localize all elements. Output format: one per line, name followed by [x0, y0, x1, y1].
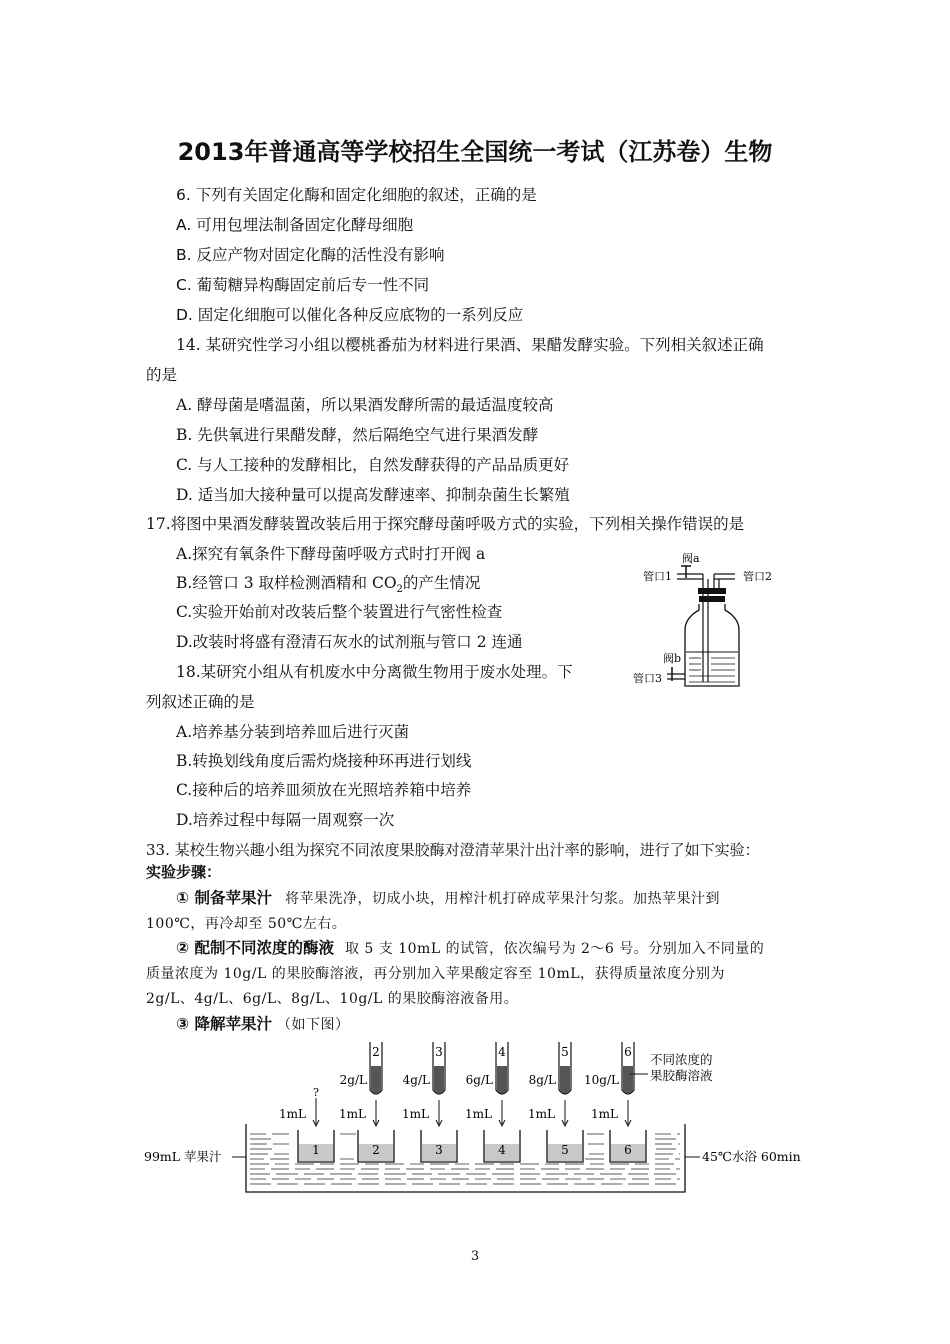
q17-option-c: C.实验开始前对改装后整个装置进行气密性检查 [176, 603, 503, 621]
tube-number: 5 [561, 1045, 569, 1059]
tube-number: 4 [498, 1045, 506, 1059]
volume-label: 1mL [339, 1107, 366, 1121]
q6-option-a: A. 可用包埋法制备固定化酵母细胞 [176, 216, 414, 234]
q18-option-a: A.培养基分装到培养皿后进行灭菌 [176, 723, 410, 741]
beaker-number: 1 [312, 1143, 320, 1157]
step2-title: ② 配制不同浓度的酶液 [176, 939, 335, 957]
q6-stem: 6. 下列有关固定化酶和固定化细胞的叙述，正确的是 [176, 186, 537, 204]
volume-label: 1mL [402, 1107, 429, 1121]
volume-label: 1mL [279, 1107, 306, 1121]
q18-stem: 18.某研究小组从有机废水中分离微生物用于废水处理。下 [176, 663, 573, 681]
fermentation-apparatus-figure [625, 548, 825, 696]
q33-step1 [176, 887, 720, 910]
q18-stem-cont: 列叙述正确的是 [146, 693, 255, 711]
tube-number: 2 [372, 1045, 380, 1059]
valve-b-label: 阀b [663, 652, 682, 665]
volume-label: 1mL [591, 1107, 618, 1121]
beaker-1 [279, 1098, 334, 1162]
test-tube-6 [584, 1042, 634, 1094]
step3-title: ③ 降解苹果汁 [176, 1015, 273, 1033]
tube-concentration: 8g/L [528, 1073, 556, 1087]
q14-option-d: D. 适当加大接种量可以提高发酵速率、抑制杂菌生长繁殖 [176, 486, 570, 504]
step2-text-cont2: 2g/L、4g/L、6g/L、8g/L、10g/L 的果胶酶溶液备用。 [146, 991, 519, 1007]
step2-text: 取 5 支 10mL 的试管，依次编号为 2～6 号。分别加入不同量的 [344, 941, 765, 957]
q17-option-b-text: B.经管口 3 取样检测酒精和 CO [176, 574, 397, 592]
step1-title: ① 制备苹果汁 [176, 889, 273, 907]
beaker-number: 4 [498, 1143, 506, 1157]
step3-text: （如下图） [276, 1017, 350, 1033]
page-number: 3 [470, 1249, 480, 1264]
test-tube-2 [340, 1042, 382, 1094]
q33-stem: 33. 某校生物兴趣小组为探究不同浓度果胶酶对澄清苹果汁出汁率的影响，进行了如下实验： [146, 841, 760, 859]
q14-stem: 14. 某研究性学习小组以樱桃番茄为材料进行果酒、果醋发酵实验。下列相关叙述正确 [176, 336, 764, 354]
q17-option-d: D.改装时将盛有澄清石灰水的试剂瓶与管口 2 连通 [176, 633, 523, 651]
q17-option-b-text-end: 的产生情况 [402, 574, 481, 592]
tube-concentration: 10g/L [584, 1073, 619, 1087]
port2-label: 管口2 [743, 570, 772, 583]
juice-label: 99mL 苹果汁 [144, 1149, 222, 1164]
q17-stem: 17.将图中果酒发酵装置改装后用于探究酵母菌呼吸方式的实验，下列相关操作错误的是 [146, 515, 745, 533]
bath-label: 45℃水浴 60min [702, 1149, 801, 1164]
q18-option-b: B.转换划线角度后需灼烧接种环再进行划线 [176, 752, 472, 770]
q17-option-b-sub: 2 [396, 584, 403, 596]
q18-option-c: C.接种后的培养皿须放在光照培养箱中培养 [176, 781, 472, 799]
page-title: 2013年普通高等学校招生全国统一考试（江苏卷）生物 [177, 138, 773, 166]
tube-number: 3 [435, 1045, 443, 1059]
q14-stem-cont: 的是 [146, 366, 178, 384]
test-tube-4 [466, 1042, 508, 1094]
beaker-4 [465, 1100, 520, 1162]
q14-option-b: B. 先供氧进行果醋发酵，然后隔绝空气进行果酒发酵 [176, 426, 539, 444]
step2-text-cont: 质量浓度为 10g/L 的果胶酶溶液，再分别加入苹果酸定容至 10mL，获得质量浓度分别为 [146, 966, 726, 982]
enzyme-label-line2: 果胶酶溶液 [650, 1068, 713, 1083]
port3-label: 管口3 [633, 672, 662, 685]
beaker-number: 5 [561, 1143, 569, 1157]
test-tube-5 [529, 1042, 571, 1094]
q17-option-b [176, 572, 480, 601]
tube-concentration: 6g/L [465, 1073, 493, 1087]
beaker-6 [591, 1100, 646, 1162]
beaker-5 [528, 1100, 583, 1162]
beaker-number: 2 [372, 1143, 380, 1157]
q18-option-d: D.培养过程中每隔一周观察一次 [176, 811, 395, 829]
q6-option-b: B. 反应产物对固定化酶的活性没有影响 [176, 246, 445, 264]
q17-option-a: A.探究有氧条件下酵母菌呼吸方式时打开阀 a [176, 545, 486, 563]
beaker-2 [339, 1100, 394, 1162]
q33-steps-label: 实验步骤： [146, 863, 222, 881]
beaker-number: 3 [435, 1143, 443, 1157]
q14-option-c: C. 与人工接种的发酵相比，自然发酵获得的产品品质更好 [176, 456, 570, 474]
tube-concentration: 2g/L [339, 1073, 367, 1087]
apple-juice-degradation-figure [140, 1038, 820, 1198]
step1-text: 将苹果洗净，切成小块，用榨汁机打碎成苹果汁匀浆。加热苹果汁到 [284, 891, 720, 907]
beaker-3 [402, 1100, 457, 1162]
enzyme-label-line1: 不同浓度的 [650, 1052, 713, 1067]
q6-option-c: C. 葡萄糖异构酶固定前后专一性不同 [176, 276, 430, 294]
q14-option-a: A. 酵母菌是嗜温菌，所以果酒发酵所需的最适温度较高 [176, 396, 554, 414]
question-mark: ? [313, 1086, 319, 1099]
step1-text-cont: 100℃，再冷却至 50℃左右。 [146, 916, 347, 932]
test-tube-3 [403, 1042, 445, 1094]
q33-step2 [176, 937, 764, 960]
tube-number: 6 [624, 1045, 632, 1059]
port1-label: 管口1 [643, 570, 672, 583]
beaker-number: 6 [624, 1143, 632, 1157]
q33-step3 [176, 1013, 349, 1036]
volume-label: 1mL [465, 1107, 492, 1121]
volume-label: 1mL [528, 1107, 555, 1121]
tube-concentration: 4g/L [402, 1073, 430, 1087]
q6-option-d: D. 固定化细胞可以催化各种反应底物的一系列反应 [176, 306, 524, 324]
valve-a-label: 阀a [682, 552, 700, 565]
